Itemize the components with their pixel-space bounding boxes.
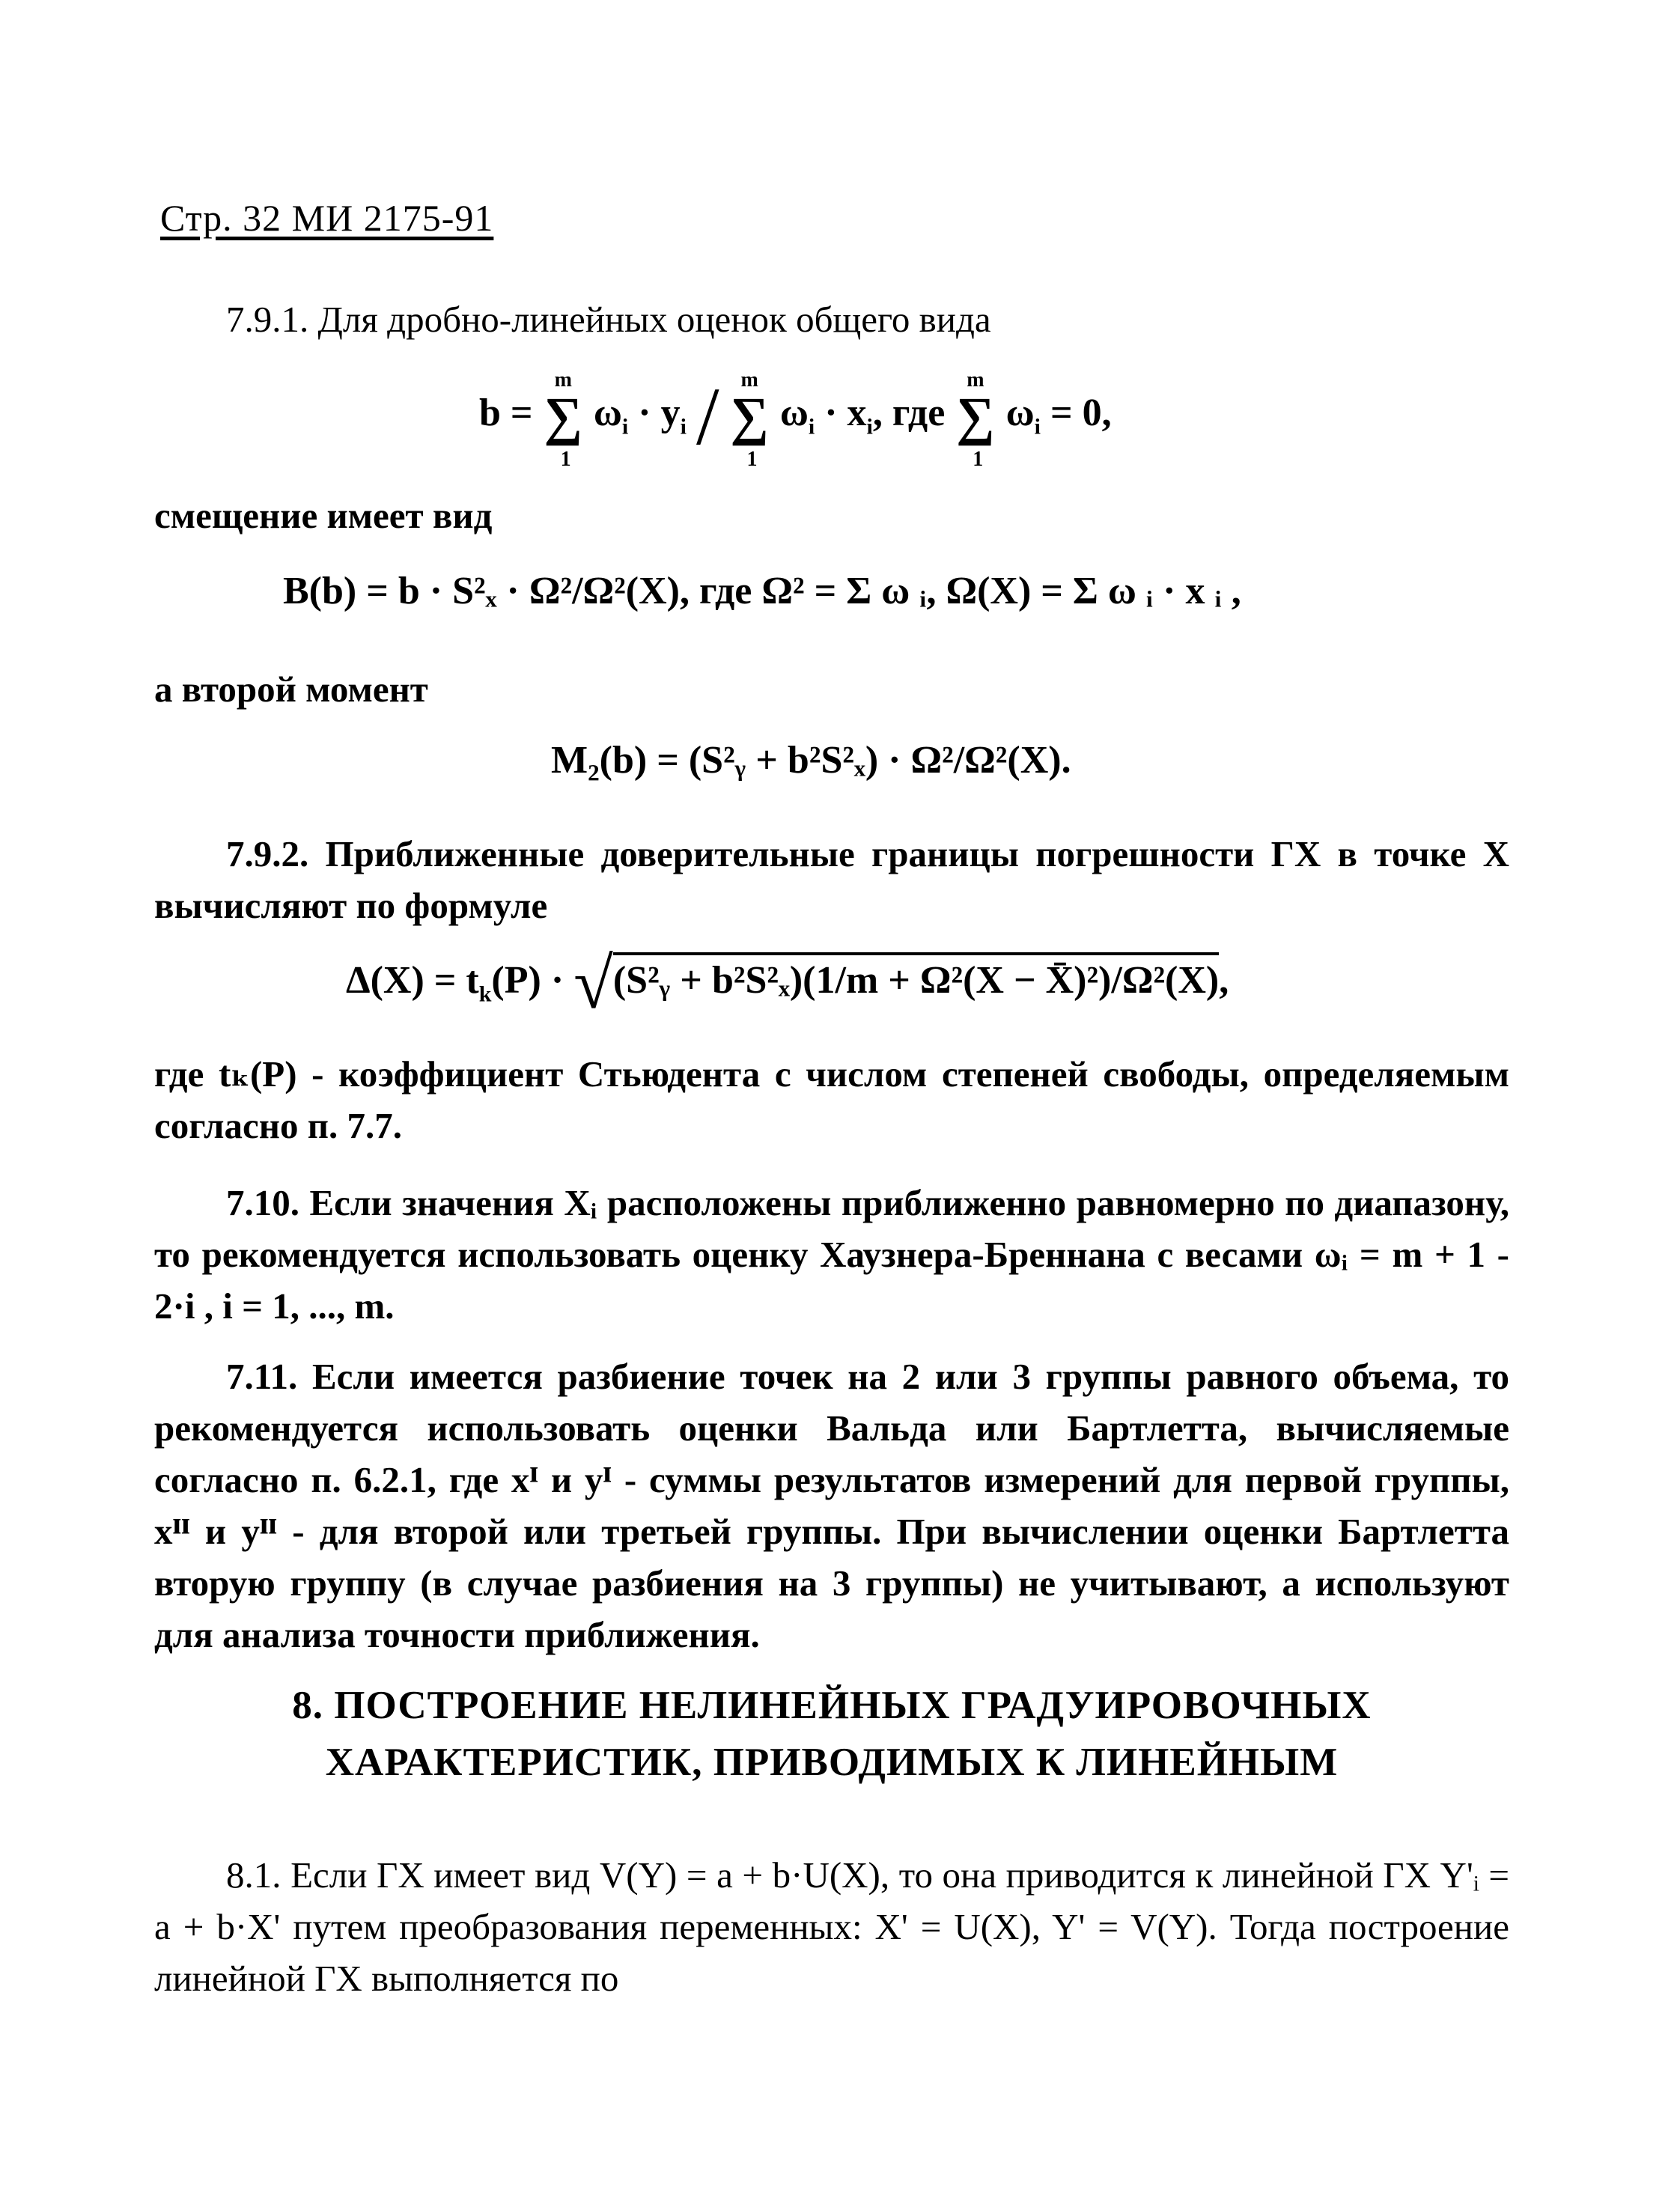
radical-sign: √: [573, 943, 613, 1024]
omega-term: ω: [779, 391, 809, 434]
sum-symbol: ∑ m 1: [730, 368, 769, 471]
student-arg: (P) ·: [491, 959, 564, 1002]
moment-label: а второй момент: [154, 669, 428, 710]
formula-b-estimate: [479, 368, 1112, 471]
index: i: [621, 414, 629, 439]
y-term: · y: [628, 391, 681, 434]
index: k: [478, 981, 492, 1007]
fraction-slash: /: [696, 371, 719, 462]
sum-upper-limit: m: [740, 368, 758, 392]
omega-term: ω: [593, 391, 622, 434]
delta-lhs: Δ(X) = t: [346, 959, 479, 1002]
sum-lower-limit: 1: [746, 448, 758, 471]
page-header: Стр. 32 МИ 2175-91: [160, 197, 494, 239]
formula-end: = 0,: [1040, 391, 1112, 434]
formula-confidence-bounds: [346, 943, 1229, 1024]
formula-bias: B(b) = b · S²ₓ · Ω²/Ω²(X), где Ω² = Σ ω ᵢ, Ω(X) = Σ ω ᵢ · x ᵢ ,: [283, 570, 1241, 612]
index: i: [680, 414, 687, 439]
index: i: [866, 414, 873, 439]
sum-upper-limit: m: [967, 368, 984, 392]
paragraph-7-9-2: 7.9.2. Приближенные доверительные границы погрешности ГХ в точке X вычисляют по формуле: [154, 833, 1509, 926]
index: i: [1034, 414, 1041, 439]
paragraph-8-1: 8.1. Если ГХ имеет вид V(Y) = a + b·U(X), то она приводится к линейной ГХ Y'ᵢ = a + b·X' путем преобразования переменных: X' = U(X), Y' = V(Y). Тогда построение линейной ГХ выполняется по: [154, 1854, 1509, 1999]
sum-upper-limit: m: [554, 368, 572, 392]
bias-label: смещение имеет вид: [154, 495, 493, 536]
radicand: (S²ᵧ + b²S²ₓ)(1/m + Ω²(X − X̄)²)/Ω²(X): [613, 952, 1219, 1002]
formula-second-moment: M₂(b) = (S²ᵧ + b²S²ₓ) · Ω²/Ω²(X).: [551, 739, 1071, 782]
paragraph-7-11: 7.11. Если имеется разбиение точек на 2 или 3 группы равного объема, то рекомендуется использовать оценки Вальда или Бартлетта, вычисляемые согласно п. 6.2.1, где xᴵ и yᴵ - суммы результатов измерений для первой группы, xᴵᴵ и yᴵᴵ - для второй или третьей группы. При вычислении оценки Бартлетта вторую группу (в случае разбиения на 3 группы) не учитывают, а используют для анализа точности приближения.: [154, 1356, 1509, 1655]
sum-lower-limit: 1: [973, 448, 984, 471]
formula-b-lhs: b =: [479, 391, 533, 434]
formula-where: , где: [872, 391, 955, 434]
sum-symbol: ∑ m 1: [544, 368, 582, 471]
section-heading-line-1: 8. ПОСТРОЕНИЕ НЕЛИНЕЙНЫХ ГРАДУИРОВОЧНЫХ: [292, 1684, 1372, 1727]
x-term: · x: [815, 391, 867, 434]
paragraph-7-9-1: 7.9.1. Для дробно-линейных оценок общего вида: [226, 299, 991, 340]
omega-term: ω: [1005, 391, 1035, 434]
formula-end: ,: [1219, 959, 1229, 1002]
index: i: [808, 414, 815, 439]
section-heading-line-2: ХАРАКТЕРИСТИК, ПРИВОДИМЫХ К ЛИНЕЙНЫМ: [325, 1741, 1339, 1784]
sum-lower-limit: 1: [560, 448, 571, 471]
paragraph-student: где tₖ(P) - коэффициент Стьюдента с числом степеней свободы, определяемым согласно п. 7.7.: [154, 1053, 1509, 1146]
sum-symbol: ∑ m 1: [956, 368, 995, 471]
paragraph-7-10: 7.10. Если значения Xᵢ расположены приближенно равномерно по диапазону, то рекомендуется использовать оценку Хаузнера-Бреннана с весами ωᵢ = m + 1 - 2·i , i = 1, ..., m.: [154, 1182, 1509, 1327]
